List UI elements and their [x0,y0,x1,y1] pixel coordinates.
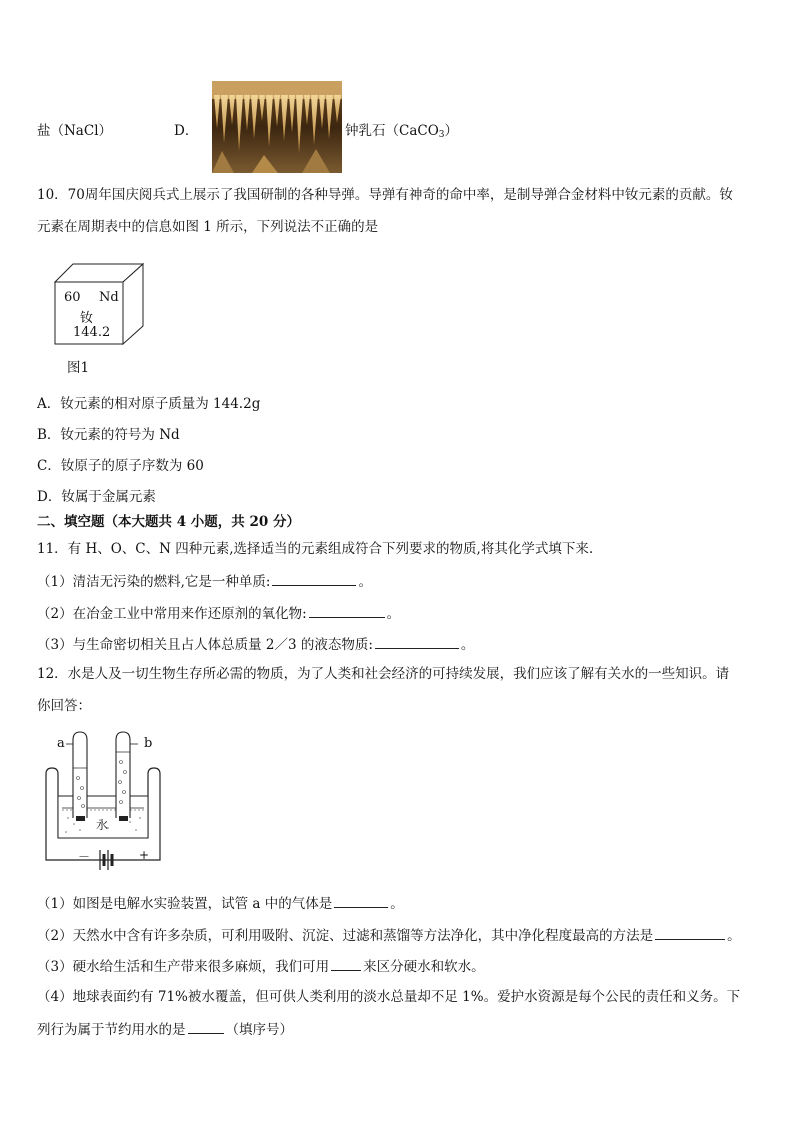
q10-stem-line2: 元素在周期表中的信息如图 1 所示，下列说法不正确的是 [37,219,379,235]
option-d-name: 钟乳石（CaCO$_3$） [345,123,459,140]
atomic-number: 60 [64,290,81,305]
tube-a-label: a [57,736,65,751]
q11-item-3: （3）与生命密切相关且占人体总质量 2／3 的液态物质: 。 [37,634,474,654]
atomic-mass: 144.2 [73,325,111,340]
q12-stem-line2: 你回答： [37,698,91,714]
q12-item-3: （3）硬水给生活和生产带来很多麻烦，我们可用 来区分硬水和软水。 [37,956,485,976]
element-name: 钕 [80,311,94,326]
q12-item-4-line2: 列行为属于节约用水的是 （填序号） [37,1019,293,1039]
electrolysis-apparatus-figure [40,728,170,878]
water-label: 水 [96,818,109,832]
q12-item-4-line1: （4）地球表面约有 71%被水覆盖，但可供人类利用的淡水总量却不足 1%。爱护水资源是每个公民的责任和义务。下 [37,989,741,1005]
answer-blank[interactable] [309,603,385,618]
figure-caption: 图1 [67,360,90,376]
negative-terminal: － [78,850,91,864]
q11-stem: 11．有 H、O、C、N 四种元素,选择适当的元素组成符合下列要求的物质,将其化学式填下来. [37,541,594,557]
q10-option-b: B．钕元素的符号为 Nd [37,427,180,443]
tube-b-label: b [144,736,153,751]
answer-blank[interactable] [272,571,356,586]
section-2-title: 二、填空题（本大题共 4 小题，共 20 分） [37,514,300,530]
q10-option-a: A．钕元素的相对原子质量为 144.2g [37,396,261,412]
q12-item-1: （1）如图是电解水实验装置，试管 a 中的气体是 。 [37,893,404,913]
answer-blank[interactable] [655,925,725,940]
positive-terminal: + [139,848,150,862]
element-cube-figure [53,262,145,346]
q12-stem-line1: 12．水是人及一切生物生存所必需的物质，为了人类和社会经济的可持续发展，我们应该了解有关水的一些知识。请 [37,666,730,682]
stalactite-image [212,81,342,173]
q10-option-c: C．钕原子的原子序数为 60 [37,458,204,474]
q12-item-2: （2）天然水中含有许多杂质，可利用吸附、沉淀、过滤和蒸馏等方法净化，其中净化程度最高的方法是 。 [37,925,741,945]
answer-blank[interactable] [331,956,361,971]
element-symbol: Nd [99,290,119,305]
q10-option-d: D．钕属于金属元素 [37,489,156,505]
q10-stem-line1: 10．70周年国庆阅兵式上展示了我国研制的各种导弹。导弹有神奇的命中率，是制导弹合金材料中钕元素的贡献。钕 [37,187,733,203]
option-d-label: D． [174,123,199,139]
answer-blank[interactable] [334,893,388,908]
option-c-tail: 盐（NaCl） [37,123,113,139]
q11-item-2: （2）在冶金工业中常用来作还原剂的氧化物: 。 [37,603,400,623]
answer-blank[interactable] [375,634,459,649]
answer-blank[interactable] [188,1019,224,1034]
q11-item-1: （1）清洁无污染的燃料,它是一种单质: 。 [37,571,372,591]
